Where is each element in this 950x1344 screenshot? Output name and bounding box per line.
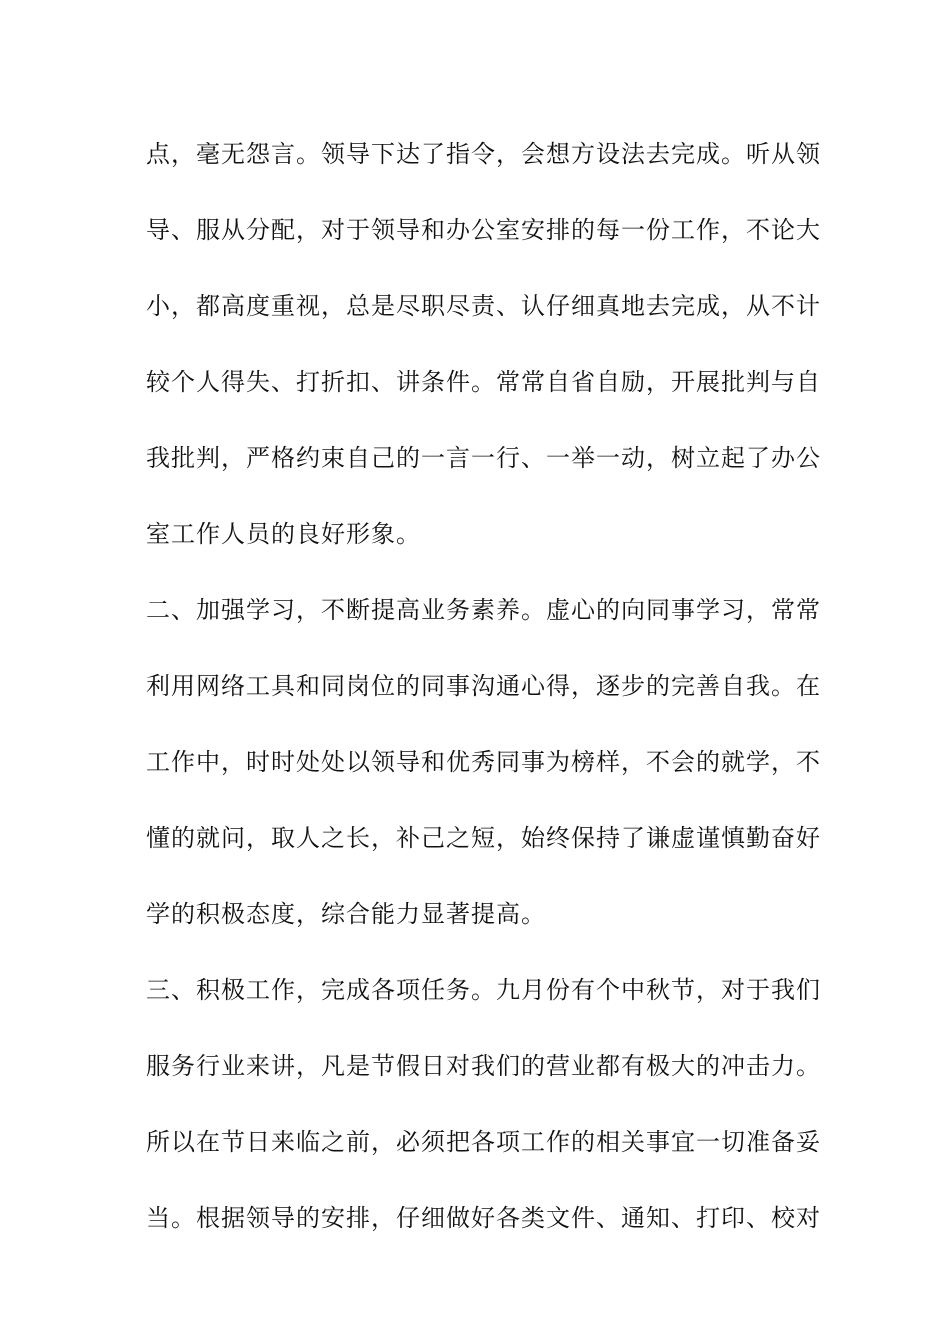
text-line-1: 点，毫无怨言。领导下达了指令，会想方设法去完成。听从领: [146, 140, 821, 168]
text-line-2: 导、服从分配，对于领导和办公室安排的每一份工作，不论大: [146, 216, 821, 244]
text-line-7: 二、加强学习，不断提高业务素养。虚心的向同事学习，常常: [146, 596, 821, 624]
text-line-9: 工作中，时时处处以领导和优秀同事为榜样，不会的就学，不: [146, 748, 821, 776]
text-line-11: 学的积极态度，综合能力显著提高。: [146, 900, 546, 928]
text-line-12: 三、积极工作，完成各项任务。九月份有个中秋节，对于我们: [146, 976, 821, 1004]
text-line-3: 小，都高度重视，总是尽职尽责、认仔细真地去完成，从不计: [146, 292, 821, 320]
text-line-4: 较个人得失、打折扣、讲条件。常常自省自励，开展批判与自: [146, 368, 821, 396]
text-line-6: 室工作人员的良好形象。: [146, 520, 421, 548]
text-line-14: 所以在节日来临之前，必须把各项工作的相关事宜一切准备妥: [146, 1128, 821, 1156]
body-text: [146, 128, 821, 1268]
text-line-5: 我批判，严格约束自己的一言一行、一举一动，树立起了办公: [146, 444, 821, 472]
text-line-8: 利用网络工具和同岗位的同事沟通心得，逐步的完善自我。在: [146, 672, 821, 700]
text-line-10: 懂的就问，取人之长，补己之短，始终保持了谦虚谨慎勤奋好: [146, 824, 821, 852]
text-line-13: 服务行业来讲，凡是节假日对我们的营业都有极大的冲击力。: [146, 1052, 821, 1080]
text-line-15: 当。根据领导的安排，仔细做好各类文件、通知、打印、校对: [146, 1204, 821, 1232]
